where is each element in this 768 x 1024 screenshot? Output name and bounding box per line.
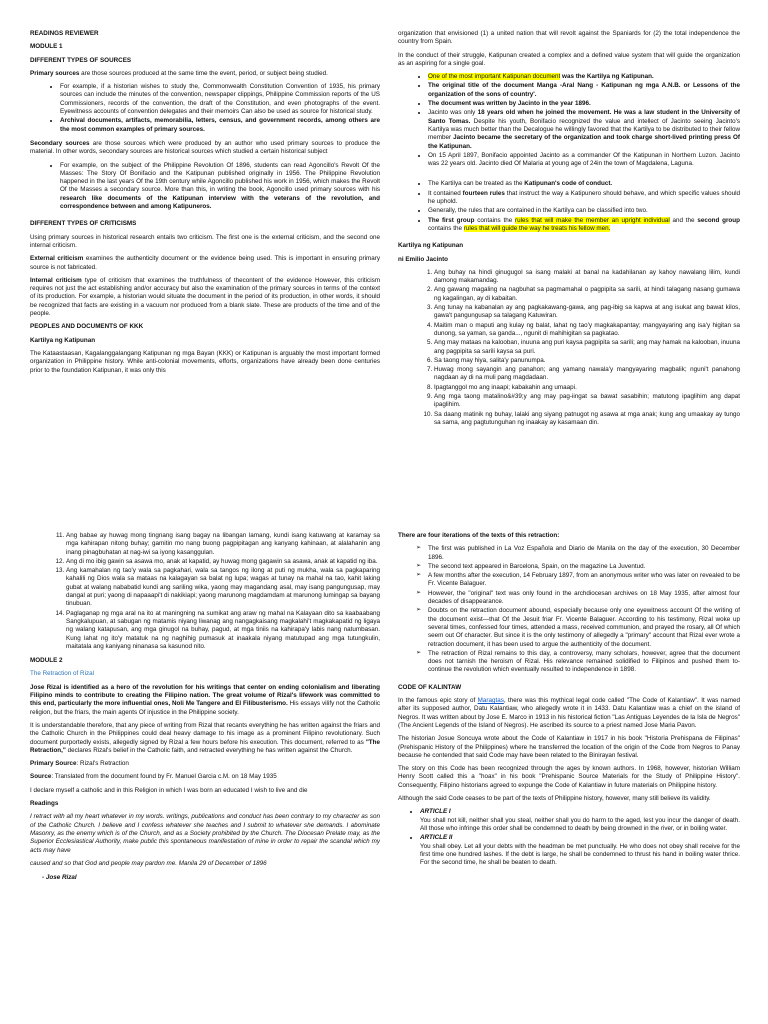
signature: - Jose Rizal — [42, 874, 77, 882]
iterations-heading: There are four iterations of the texts of this retraction: — [398, 532, 560, 539]
list-item: 11. Ang babae ay huwag mong tingnang isang bagay na libangan lamang, kundi isang katuwang at karamay sa mga kahirapan nitong buhay; gamitin mo nang buong pagpipitagan ang kanyang kahinaan, at alalahanin ang inang pinagbuhatan at nag-iwi sa iyong kasanggulan. — [66, 532, 380, 557]
retraction-text: I retract with all my heart whatever in my words. writings, publications and conduct has been contrary to my character as son of the Catholic Church. I believe and I confess whatever she teaches and I submit to whatever she demands. I abominate Masonry, as the enemy which is of the Church, and as a Society prohibited by the Church. The Diocesan Prelate may, as the Superior Ecclesiastical Authority, make public this spontaneous manifestation of mine in order to repair the scandal which my acts may have — [30, 813, 380, 854]
conduct-para: In the conduct of their struggle, Katipunan created a complex and a defined value system that will guide the organization as an aspiring for a single goal. — [398, 51, 740, 67]
secondary-sources-list — [30, 162, 380, 212]
list-item: 10. Sa daang matinik ng buhay, lalaki ang siyang patnugot ng asawa at mga anak; kung ang umaakay ay tungo sa sama, ang pagtutunguhan ng inaakay ay kasamaan din. — [434, 411, 740, 428]
list-item: 9. Ang mga taong matalino&#39;y ang may pag-iingat sa bawat sasabihin; matutong ipaglihim ang dapat ipaglihim. — [434, 393, 740, 410]
list-item: • It contained fourteen rules that instruct the way a Katipunero should behave, and which specific values should he uphold. — [428, 190, 740, 207]
primary-sources-para: Primary sources are those sources produced at the same time the event, period, or subject being studied. — [30, 69, 328, 77]
kartilya-rules-continued — [30, 532, 380, 651]
list-item: 2. Ang gawang magaling na nagbuhat sa pagmamahal o pagpipita sa sarili, at hindi talagang nasang gumawa ng kagalingan, ay di kabaitan. — [434, 286, 740, 303]
list-item: • ARTICLE I You shall not kill, neither shall you steal, neither shall you do harm to the aged, lest you incur the danger of death. All those who infringe this order shall be condemned to death by being drowned in the river, or in boiling water. — [420, 808, 740, 833]
list-item: 13. Ang kamahalan ng tao'y wala sa pagkahari, wala sa tangos ng ilong at puti ng mukha, wala sa pagkaparing kahalili ng Dios wala sa mataas na kalagayan sa balat ng lupa; wagas at tunay na mahal na tao, kahit laking gubat at walang nababatid kundi ang sariling wika, yaong may magandang asal, may isang pangungusap, may dangal at puri; yaong di napaaapi't di nakikiapi; yaong marunong magdamdam at marunong lumingap sa bayang tinubuan. — [66, 567, 380, 608]
list-item: • The original title of the document Manga -Aral Nang - Katipunan ng mga A.N.B. or Lessons of the organization of the sons of country'. — [428, 82, 740, 99]
list-item: • Archival documents, artifacts, memorabilia, letters, census, and government records, among others are the most common examples of primary sources. — [60, 117, 380, 134]
module-2-heading: MODULE 2 — [30, 657, 63, 665]
kartilya-facts-list — [398, 73, 740, 168]
list-item: 1. Ang buhay na hindi ginugugol sa isang malaki at banal na kadahilanan ay kahoy nawalang lilim, kundi damong makamandag. — [434, 269, 740, 286]
external-criticism-para: External criticism examines the authenticity document or the evidence being used. This is important in ensuring primary source is not fabricated. — [30, 255, 380, 271]
list-item: ➢ However, the "original" text was only found in the archdiocesan archives on 18 May 1935, after almost four decades of disappearance. — [428, 590, 740, 607]
column-top-right — [398, 30, 740, 510]
kartilya-title: Kartilya ng Katipunan — [398, 242, 464, 250]
secondary-sources-para: Secondary sources are those sources which were produced by an author who used primary sources to produce the material. In other words, secondary sources are historical sources which studied a certain historical subject — [30, 139, 380, 156]
criticism-heading: DIFFERENT TYPES OF CRITICISMS — [30, 220, 137, 228]
list-item: • For example, if a historian wishes to study the, Commonwealth Constitution Convention of 1935, his primary sources can include the minutes of the convention, newspaper clippings, Philippine Commission reports of the US Commissioners, records of the convention, the draft of the Constitution, and even photographs of the event. Eyewitness accounts of convention delegates and their memoirs Can also be used as source for historical study. — [60, 83, 380, 116]
list-item: 8. Ipagtanggol mo ang inaapi; kabakahin ang umaapi. — [434, 384, 740, 392]
rizal-para: Jose Rizal is identified as a hero of the revolution for his writings that center on ending colonialism and liberating Filipino minds to contribute to creating the Filipino nation. The great volume of Rizal's lifework was committed to this end, particularly the more influential ones, Noli Me Tangere and El Filibusterismo. His essays vilify not the Catholic religion, but the friars, the main agents Of injustice in the Philippine society. — [30, 683, 380, 716]
declare-line: I declare myself a catholic and in this Religion in which I was born an educated I wish to live and die — [30, 786, 308, 794]
list-item: 14. Paglaganap ng mga aral na ito at maningning na sumikat ang araw ng mahal na Kalayaan dito sa kaabaabang Sangkalupuan, at sabugan ng matamis niyang liwanag ang nangagkaisang magkalahi't magkakapatid ng ligaya ng walang katapusan, ang mga ginugol na buhay, pagud, at mga tiniis na kahirapa'y labis nang natumbasan. Kung lahat ng ito'y matatuk na ng naghihig pumasuk at inaakala niyang matutupad ang mga tutungkulin, maitatala ang kaniyang ninanasa sa kasunod nito. — [66, 610, 380, 651]
list-item: 6. Sa taong may hiya, salita'y panunumpa. — [434, 357, 740, 365]
column-top-left — [30, 30, 380, 510]
criticism-intro: Using primary sources in historical research entails two criticism. The first one is the external criticism, and the second one internal criticism. — [30, 233, 380, 249]
list-item: ➢ The first was published in La Voz Española and Diario de Manila on the day of the execution, 30 December 1896. — [428, 545, 740, 562]
sources-heading: DIFFERENT TYPES OF SOURCES — [30, 56, 132, 64]
list-item: ➢ Doubts on the retraction document abound, especially because only one eyewitness account Of the writing of the document exist—that Of the Jesuit friar Fr. Vicente Balaguer. According to his testimony, Rizal woke up several times, confessed four times, attended a mass, received communion, and prayed the rosary, all Of which seem out Of character. But since it is the only testimony of allegedly a "primary" account that Rizal ever wrote a retraction document, it has been used to argue the authenticity of the document. — [428, 607, 740, 648]
list-item: 5. Ang may mataas na kalooban, inuuna ang puri kaysa pagpipita sa sarili; ang may hamak na kalooban, inuuna ang pagpipita sa sarili kaysa sa puri. — [434, 339, 740, 356]
list-item: • On 15 April 1897, Bonifacio appointed Jacinto as a commander Of the Katipunan in Northern Luzon. Jacinto was 22 years old. Jacinto died Of Malaria at young age of 24in the town of Magdalena, Laguna. — [428, 152, 740, 169]
internal-criticism-para: Internal criticism type of criticism that examines the truthfulness of thecontent of the evidence However, this criticism requires not just the act establishing and/or accuracy but also the examination of the primary sources in terms of the context of its production. For example, a historian would situate the document in the period of its production, in other words, it should be recognized that facts are existing in a vacuum nor produced from a blank slate. These are products of the time and of the people. — [30, 276, 380, 318]
kalintaw-para-3: The story on this Code has been recognized through the ages by known authors. In 1968, however, historian William Henry Scott called this a "hoax" in his book "Prehispanic Source Materials for the Study of Philippine History". Consequently, Filipino historians agreed to expunge the Code of Kalantiaw in future materials on Philippine history. — [398, 765, 740, 789]
kartilya-author: ni Emilio Jacinto — [398, 255, 449, 263]
list-item: • The first group contains the rules that will make the member an upright individual and the second group contains the rules that will guide the way he treats his fellow men. — [428, 217, 740, 234]
retraction-text-end: caused and so that God and people may pardon me. Manila 29 of December of 1896 — [30, 859, 267, 867]
retraction-para: It is understandable therefore, that any piece of writing from Rizal that recants everything he has written against the friars and the Catholic Church in the Philippines could deal heavy damage to his image as a prominent Filipino revolutionary. Such document purportedly exists, allegedly signed by Rizal a few hours before his execution. This document, referred to as "The Retraction," declares Rizal's belief in the Catholic faith, and retracted everything he has written against the Church. — [30, 721, 380, 754]
articles-list — [398, 808, 740, 867]
maragtas-link[interactable]: Maragtas — [477, 697, 504, 705]
document-title: READINGS REVIEWER — [30, 30, 99, 37]
kartilya-rules-summary — [398, 180, 740, 233]
list-item: 12. Ang di mo ibig gawin sa asawa mo, anak at kapatid, ay huwag mong gagawin sa asawa, anak at kapatid ng iba. — [66, 558, 380, 566]
list-item: 7. Huwag mong sayangin ang panahon; ang yamang nawala'y mangyayaring magbalik; nguni't panahong nagdaan ay di na muli pang magdadaan. — [434, 366, 740, 383]
list-item: • The document was written by Jacinto in the year 1896. — [428, 100, 740, 108]
kalintaw-para-1: In the famous epic story of Maragtas, there was this mythical legal code called "The Code of Kalantiaw". It was named after its supposed author, Datu Kalantiaw, who allegedly wrote it in 1433. Datu Kalantiaw was a chief on the island of Negros. It was written about by Jose E. Marco in 1913 in his historical fiction "Las Antiguas Leyendes de la Isla de Negros" (The Ancient Legends of the Island of Negros). He ascribed its source to a priest named Jose Maria Pavon. — [398, 697, 740, 729]
kartilya-rules-list — [398, 269, 740, 427]
list-item: • Generally, the rules that are contained in the Kartilya can be classified into two. — [428, 207, 740, 215]
column-bottom-right — [398, 532, 740, 1012]
kalintaw-para-4: Although the said Code ceases to be part of the texts of Philippine history, however, many still believe its validity. — [398, 795, 711, 803]
list-item: • One of the most important Katipunan document was the Kartilya ng Katipunan. — [428, 73, 740, 81]
list-item: • ARTICLE II You shall obey. Let all your debts with the headman be met punctually. He who does not obey shall receive for the first time one hundred lashes. If the debt is large, he shall be condemned to thrust his hand in boiling water thrice. For the second time, he shall be beaten to death. — [420, 834, 740, 867]
list-item: ➢ The second text appeared in Barcelona, Spain, on the magazine La Juventud. — [428, 563, 740, 571]
primary-sources-list — [30, 83, 380, 134]
kartilya-heading: Kartilya ng Katipunan — [30, 336, 96, 344]
list-item: ➢ A few months after the execution, 14 February 1897, from an anonymous writer who was later on revealed to be Fr. Vicente Balaguer. — [428, 572, 740, 589]
readings-label: Readings — [30, 800, 59, 808]
module-1-heading: MODULE 1 — [30, 43, 63, 51]
continuation-para: organization that envisioned (1) a united nation that will revolt against the Spaniards for (2) the total independence the country from Spain. — [398, 30, 740, 46]
list-item: 3. Ang tunay na kabanalan ay ang pagkakawang-gawa, ang pag-ibig sa kapwa at ang isukat ang bawat kilos, gawa't pangungusap sa talagang Katuwiran. — [434, 304, 740, 321]
kalintaw-heading: CODE OF KALINTAW — [398, 683, 462, 691]
primary-source-line: Primary Source: Rizal's Retraction — [30, 760, 129, 768]
kalintaw-para-2: The historian Josue Soncuya wrote about the Code of Kalantiaw in 1917 in his book "Historia Prehispana de Filipinas" (Prehispanic History of the Philippines) where he transferred the location of the origin of the Code from Negros to Panay because he contended that said Code may have been related to the Binirayan festival. — [398, 735, 740, 759]
kkk-para: The Kataastaasan, Kagalanggalangang Katipunan ng mga Bayan (KKK) or Katipunan is arguably the most important formed organization in Philippine history. While anti-colonial movements, efforts, organizations have already been done centuries prior to the foundation Katipunan, it was only this — [30, 349, 380, 374]
list-item: 4. Maitim man o maputi ang kulay ng balat, lahat ng tao'y magkakapantay; mangyayaring ang isa'y higitan sa dunong, sa yaman, sa ganda..., ngunit di mahihigitan sa pagkatao. — [434, 322, 740, 339]
column-bottom-left — [30, 532, 380, 1012]
list-item: • For example, on the subject of the Philippine Revolution Of 1896, students can read Agoncillo's Revolt Of the Masses: The Story Of Bonifacio and the Katipunan published originally in 1956. The Philippine Revolution happened in the last years Of the 19th century while Agoncillo published his work in 1956, which makes the Revolt Of the Masses a secondary source. More than this, in writing the book, Agoncillo used primary sources with his research like documents of the Katipunan interview with the veterans of the revolution, and correspondence between and among Katipuneros. — [60, 162, 380, 212]
list-item: ➢ The retraction of Rizal remains to this day, a controversy, many scholars, however, agree that the document does not tarnish the heroism of Rizal. His relevance remained solidified to Filipinos and pushed them to-continue the revolution which eventually resulted to independence in 1898. — [428, 650, 740, 675]
peoples-heading: PEOPLES AND DOCUMENTS OF KKK — [30, 323, 144, 331]
source-line: Source: Translated from the document found by Fr. Manuel Garcia c.M. on 18 May 1935 — [30, 773, 277, 781]
list-item: • Jacinto was only 18 years old when he joined the movement. He was a law student in the University of Santo Tomas. Despite his youth, Bonifacio recognized the value and intellect of Jacinto seeing Jacinto's Kartilya was much better than the Decalogue he willingly favored that the Kartilya to be distributed to their fellow member Jacinto became the secretary of the organization and took charge short-lived printing press Of the Katipunan. — [428, 109, 740, 150]
retraction-title: The Retraction of Rizal — [30, 670, 95, 678]
iterations-list — [398, 545, 740, 674]
list-item: • The Kartilya can be treated as the Katipunan's code of conduct. — [428, 180, 740, 188]
